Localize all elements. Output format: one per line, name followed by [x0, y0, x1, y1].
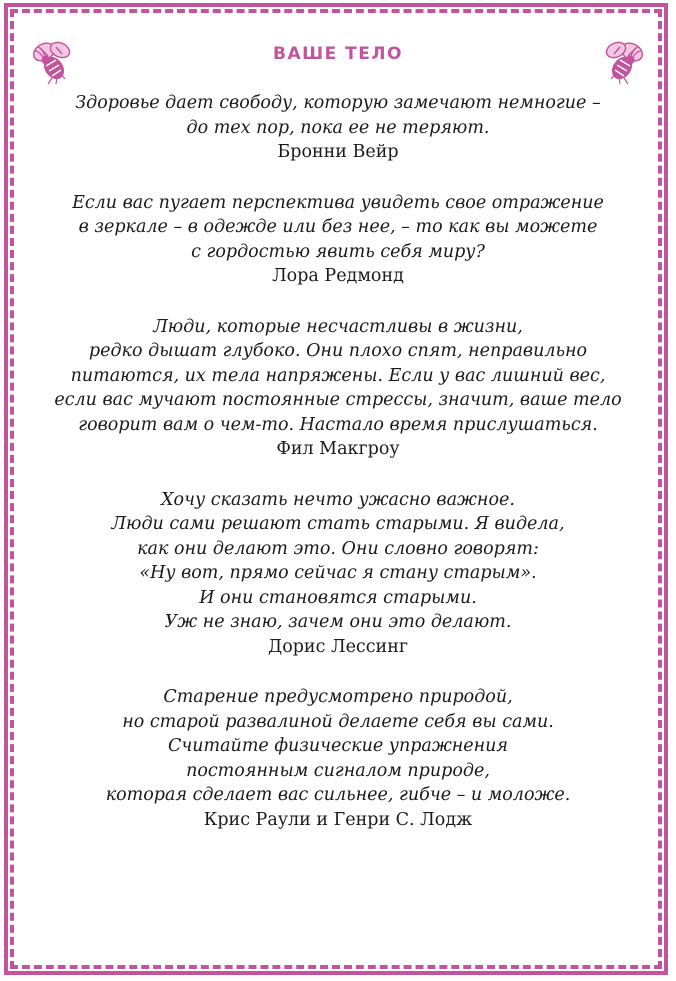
quote-line: редко дышат глубоко. Они плохо спят, неправильно: [88, 341, 588, 361]
quote-line: питаются, их тела напряжены. Если у вас лишний вес,: [70, 365, 606, 386]
quote-block: [40, 91, 636, 165]
page-title: ВАШЕ ТЕЛО: [273, 44, 403, 64]
quote-author: Бронни Вейр: [277, 142, 399, 162]
quote-block: [40, 315, 636, 462]
quote-line: Здоровье дает свободу, которую замечают немногие –: [75, 93, 601, 113]
quote-line: как они делают это. Они словно говорят:: [137, 538, 539, 559]
quote-block: [40, 488, 636, 660]
quote-line: постоянным сигналом природе,: [186, 760, 490, 781]
quote-line: но старой развалиной делаете себя вы сами.: [122, 711, 554, 732]
quote-line: которая сделает вас сильнее, гибче – и моложе.: [105, 785, 571, 805]
quote-text: [40, 315, 636, 438]
quote-line: до тех пор, пока ее не теряют.: [186, 117, 490, 138]
quote-line: Считайте физические упражнения: [167, 736, 509, 756]
quote-line: Уж не знаю, зачем они это делают.: [164, 612, 512, 632]
quote-author: Фил Макгроу: [276, 439, 400, 459]
quote-line: Хочу сказать нечто ужасно важное.: [161, 489, 515, 510]
quote-author: Дорис Лессинг: [267, 636, 409, 657]
quote-line: Старение предусмотрено природой,: [163, 687, 513, 707]
quote-line: с гордостью явить себя миру?: [191, 241, 485, 262]
quote-line: Если вас пугает перспектива увидеть свое отражение: [72, 192, 604, 213]
quote-line: «Ну вот, прямо сейчас я стану старым».: [139, 563, 537, 583]
quotes-list: [40, 91, 636, 858]
quote-line: говорит вам о чем-то. Настало время прислушаться.: [78, 414, 598, 435]
quote-line: Люди, которые несчастливы в жизни,: [153, 316, 523, 337]
quote-block: [40, 685, 636, 832]
quote-line: И они становятся старыми.: [199, 587, 477, 608]
quote-text: [40, 191, 636, 265]
quote-text: [40, 685, 636, 808]
quote-author: Лора Редмонд: [272, 266, 404, 286]
quote-author: Крис Раули и Генри С. Лодж: [203, 809, 473, 830]
quote-line: если вас мучают постоянные стрессы, значит, ваше тело: [54, 390, 622, 410]
quote-text: [40, 91, 636, 140]
quote-text: [40, 488, 636, 635]
quote-line: Люди сами решают стать старыми. Я видела,: [111, 514, 565, 534]
quote-line: в зеркале – в одежде или без нее, – то как вы можете: [78, 217, 598, 237]
quote-block: [40, 191, 636, 289]
